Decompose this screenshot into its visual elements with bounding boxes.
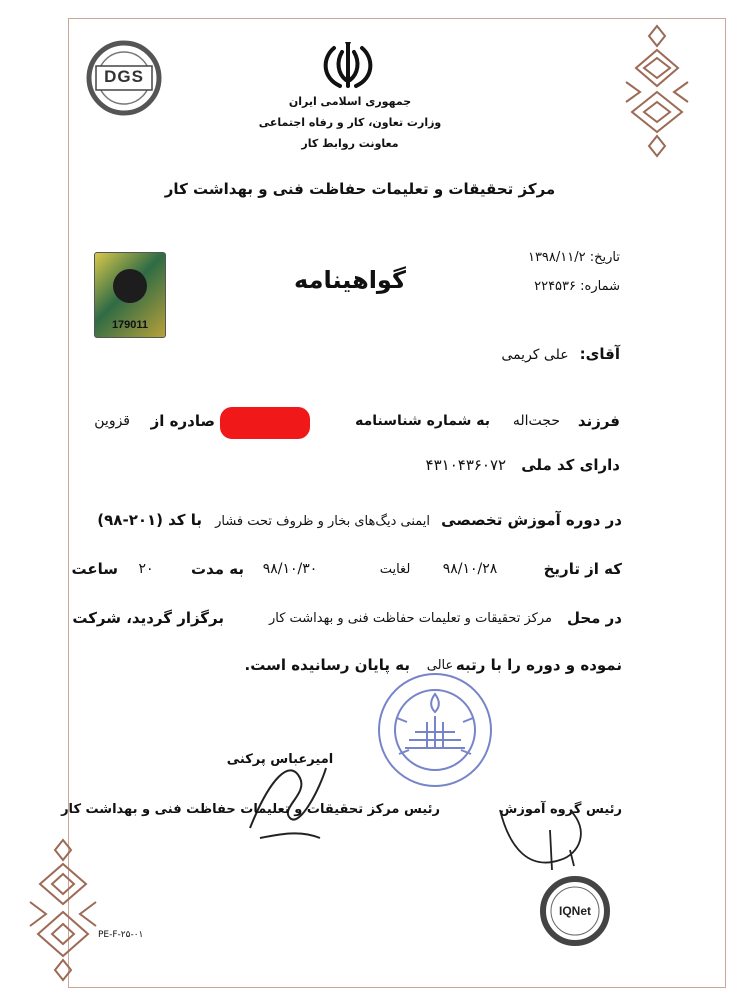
date-label: تاریخ: <box>589 250 620 265</box>
document-title: گواهینامه <box>294 266 406 294</box>
dgs-logo <box>86 40 162 116</box>
number-value: ۲۲۴۵۳۶ <box>534 279 577 294</box>
group-head-signature <box>490 770 610 880</box>
from-date-label: که از تاریخ <box>543 560 622 578</box>
director-name: امیرعباس پرکنی <box>226 752 334 767</box>
redacted-id-number <box>220 407 310 439</box>
hologram-seal <box>94 252 166 338</box>
recipient-label: آقای: <box>579 345 620 363</box>
ornament-bottom-left <box>24 836 102 986</box>
iqnet-logo <box>540 876 610 946</box>
grade-value: عالی <box>426 658 454 673</box>
held-text: برگزار گردید، شرکت <box>72 609 224 627</box>
dgs-logo-text: DGS <box>104 67 144 86</box>
to-date: ۹۸/۱۰/۳۰ <box>262 561 318 577</box>
completion-text: به پایان رسانیده است. <box>244 656 410 674</box>
id-number-label: به شماره شناسنامه <box>355 413 490 429</box>
recipient-name: علی کریمی <box>501 347 569 363</box>
to-date-label: لغایت <box>379 562 411 577</box>
official-stamp <box>375 670 495 790</box>
place-name: مرکز تحقیقات و تعلیمات حفاظت فنی و بهداشت کار <box>268 611 552 626</box>
national-code-line <box>340 455 620 474</box>
course-line <box>70 510 622 529</box>
form-code: PE-F-۲۵-۰۱ <box>98 930 144 940</box>
header-deputy: معاونت روابط کار <box>301 137 399 150</box>
duration-unit: ساعت <box>71 560 118 578</box>
date-line <box>470 250 620 265</box>
header-ministry: وزارت تعاون، کار و رفاه اجتماعی <box>258 116 442 129</box>
ornament-top-right <box>618 22 696 160</box>
director-title: رئیس مرکز تحقیقات و تعلیمات حفاظت فنی و بهداشت کار <box>61 802 440 817</box>
course-code: (۲۰۱-۹۸) <box>97 511 164 529</box>
course-label: در دوره آموزش تخصصی <box>441 511 622 529</box>
hologram-code: 179011 <box>111 319 149 331</box>
grade-intro: نموده و دوره را با رتبه <box>455 656 622 674</box>
number-label: شماره: <box>580 279 620 294</box>
duration-label: به مدت <box>191 560 244 578</box>
director-signature <box>230 738 340 848</box>
iran-emblem-icon <box>318 40 378 92</box>
issued-label: صادره از <box>150 412 215 430</box>
recipient-line <box>300 344 620 363</box>
center-title: مرکز تحقیقات و تعلیمات حفاظت فنی و بهداشت کار <box>164 180 556 198</box>
national-code-value: ۴۳۱۰۴۳۶۰۷۲ <box>425 456 507 474</box>
place-label: در محل <box>566 609 622 627</box>
course-name: ایمنی دیگ‌های بخار و ظروف تحت فشار <box>215 514 431 529</box>
son-label: فرزند <box>577 412 620 430</box>
national-code-label: دارای کد ملی <box>521 456 620 474</box>
certificate-border <box>61 18 726 988</box>
date-value: ۱۳۹۸/۱۱/۲ <box>527 250 586 265</box>
iqnet-logo-text: IQNet <box>558 904 591 918</box>
header-country: جمهوری اسلامی ایران <box>288 95 412 108</box>
from-date: ۹۸/۱۰/۲۸ <box>442 561 498 577</box>
father-name: حجت‌اله <box>512 413 560 429</box>
issued-city: قزوین <box>94 413 130 429</box>
number-line <box>470 279 620 294</box>
duration-value: ۲۰ <box>138 561 154 577</box>
group-head-title: رئیس گروه آموزش <box>499 802 622 817</box>
course-code-label: با کد <box>168 511 202 529</box>
